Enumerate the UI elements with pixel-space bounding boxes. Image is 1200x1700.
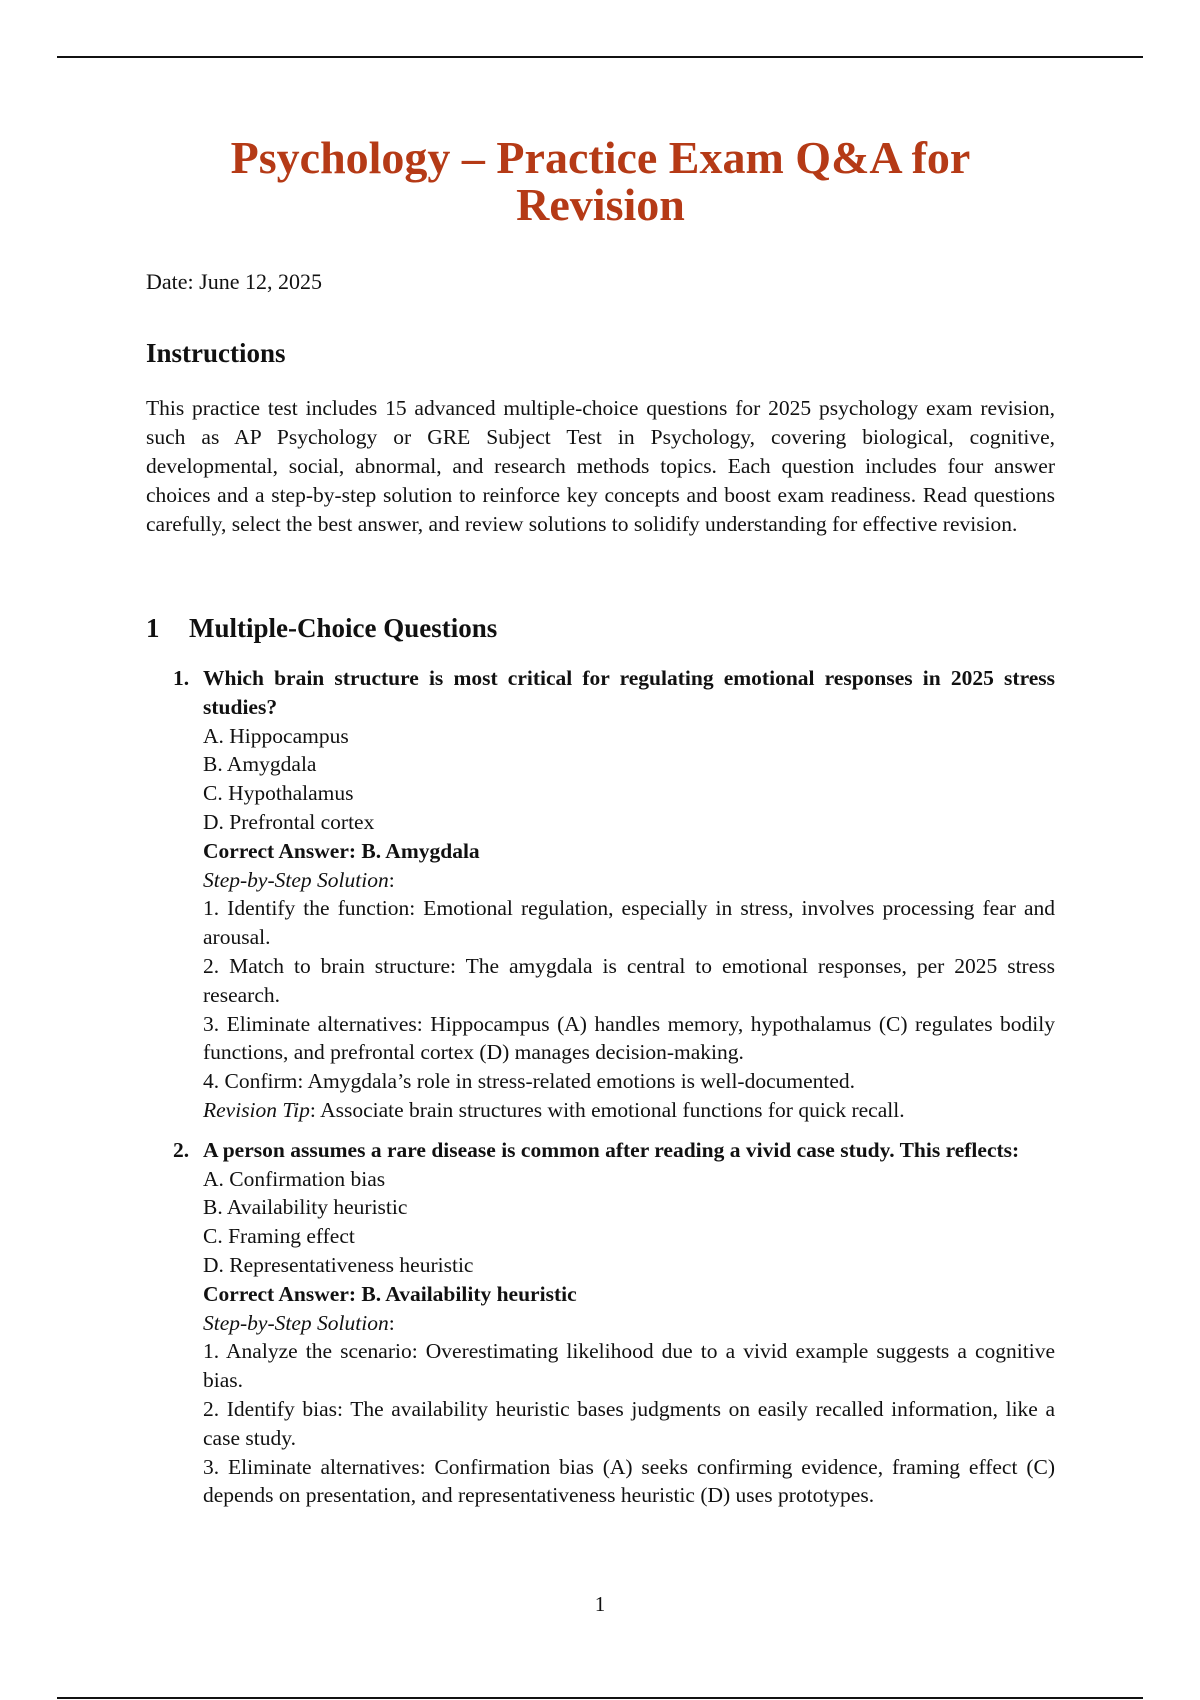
page-number: 1 [594, 1592, 606, 1616]
correct-answer: Correct Answer: B. Amygdala [203, 838, 480, 863]
solution-step-4: 4. Confirm: Amygdala’s role in stress-related emotions is well-documented. [203, 1069, 856, 1094]
question-number: 1. [173, 666, 190, 690]
question-2 [173, 1136, 1055, 1510]
date-line: Date: June 12, 2025 [146, 269, 322, 294]
instructions-body: This practice test includes 15 advanced multiple-choice questions for 2025 psychology exam revision, such as AP Psychology or GRE Subject Test in Psychology, covering biological, cognitive, developmental, social, abnormal, and research methods topics. Each question includes four answer choices and a step-by-step solution to reinforce key concepts and boost exam readiness. Read questions carefully, select the best answer, and review solutions to solidify understanding for effective revision. [146, 396, 1055, 536]
option-a: A. Hippocampus [203, 723, 349, 748]
option-d: D. Prefrontal cortex [203, 809, 375, 834]
instructions-heading: Instructions [146, 338, 286, 368]
option-b: B. Availability heuristic [203, 1195, 408, 1220]
correct-answer: Correct Answer: B. Availability heuristic [203, 1281, 577, 1306]
solution-step-2: 2. Match to brain structure: The amygdala is central to emotional responses, per 2025 stress research. [203, 953, 1055, 1007]
question-list [173, 664, 1055, 1521]
question-1 [173, 664, 1055, 1125]
solution-step-3: 3. Eliminate alternatives: Hippocampus (A) handles memory, hypothalamus (C) regulates bodily functions, and prefrontal cortex (D) manages decision-making. [203, 1011, 1055, 1065]
option-d: D. Representativeness heuristic [203, 1252, 474, 1277]
question-stem: A person assumes a rare disease is common after reading a vivid case study. This reflects: [203, 1137, 1020, 1162]
solution-heading: Step-by-Step Solution: [203, 867, 395, 892]
page-title [146, 134, 1055, 228]
title-line-1: Psychology – Practice Exam Q&A for [230, 132, 971, 183]
section-number: 1 [146, 613, 160, 643]
option-c: C. Hypothalamus [203, 781, 354, 806]
revision-tip [203, 1096, 1055, 1125]
solution-label: Step-by-Step Solution [203, 1310, 389, 1335]
option-c: C. Framing effect [203, 1224, 355, 1249]
solution-step-2: 2. Identify bias: The availability heuristic bases judgments on easily recalled information, like a case study. [203, 1396, 1055, 1450]
question-number: 2. [173, 1137, 190, 1162]
revision-tip-text: : Associate brain structures with emotional functions for quick recall. [309, 1097, 905, 1122]
revision-tip-label: Revision Tip [203, 1097, 310, 1122]
section-heading [146, 611, 497, 645]
bottom-rule [57, 1697, 1143, 1699]
solution-step-1: 1. Identify the function: Emotional regulation, especially in stress, involves processing fear and arousal. [203, 896, 1055, 950]
section-title: Multiple-Choice Questions [189, 613, 498, 643]
question-stem: Which brain structure is most critical for regulating emotional responses in 2025 stress studies? [203, 666, 1055, 719]
solution-step-3: 3. Eliminate alternatives: Confirmation bias (A) seeks confirming evidence, framing effect (C) depends on presentation, and representativeness heuristic (D) uses prototypes. [203, 1454, 1055, 1508]
solution-step-1: 1. Analyze the scenario: Overestimating likelihood due to a vivid example suggests a cognitive bias. [203, 1339, 1055, 1393]
solution-label: Step-by-Step Solution [203, 867, 389, 892]
option-b: B. Amygdala [203, 752, 317, 777]
option-a: A. Confirmation bias [203, 1166, 386, 1191]
title-line-2: Revision [516, 179, 685, 230]
solution-heading: Step-by-Step Solution: [203, 1310, 395, 1335]
top-rule [57, 56, 1143, 58]
